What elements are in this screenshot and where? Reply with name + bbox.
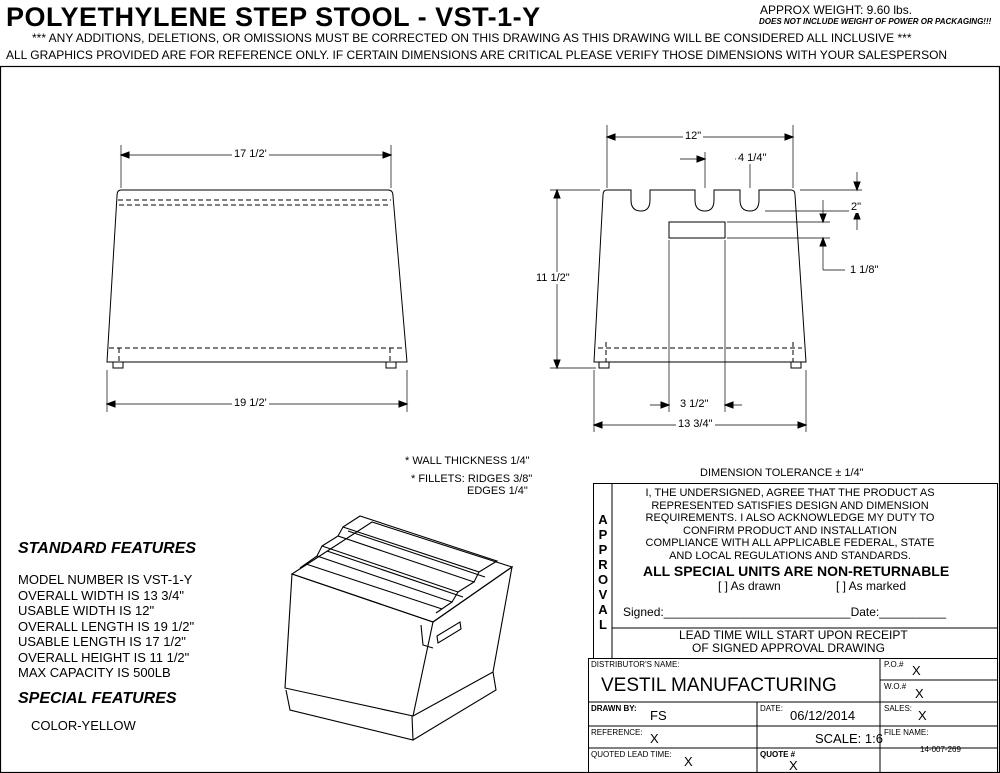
dim-ridge-pitch: 4 1/4" [738, 152, 767, 164]
drawing-title: POLYETHYLENE STEP STOOL - VST-1-Y [6, 2, 541, 32]
dim-slot-height: 1 1/8" [850, 264, 879, 276]
approval-vertical-label: A P P R O V A L [597, 512, 609, 632]
isometric-view [285, 516, 512, 740]
file-name-label: FILE NAME: [884, 728, 929, 737]
as-drawn-checkbox[interactable]: [ ] As drawn [718, 579, 781, 593]
note-wall-thickness: * WALL THICKNESS 1/4" [405, 455, 530, 467]
sales-value: X [918, 708, 927, 723]
dim-side-bottom: 19 1/2' [234, 397, 267, 409]
dim-ridge-depth: 2" [851, 201, 862, 213]
reference-label: REFERENCE: [591, 728, 643, 737]
scale-value: SCALE: 1:6 [815, 731, 883, 746]
quote-label: QUOTE # [760, 750, 796, 759]
feature-item: OVERALL HEIGHT IS 11 1/2" [18, 649, 190, 665]
standard-features-list [18, 572, 194, 681]
quoted-lead-time-value: X [684, 754, 693, 769]
wo-value: X [915, 686, 924, 701]
approx-weight: APPROX WEIGHT: 9.60 lbs. [760, 3, 913, 17]
note-edges: EDGES 1/4" [467, 485, 528, 497]
special-features-heading: SPECIAL FEATURES [18, 690, 177, 707]
side-view [107, 145, 407, 412]
color-spec: COLOR-YELLOW [31, 718, 136, 733]
lead-time-line2: OF SIGNED APPROVAL DRAWING [692, 641, 885, 655]
signature-line[interactable]: Signed:____________________________Date:__________ [623, 605, 946, 619]
inclusive-notice: *** ANY ADDITIONS, DELETIONS, OR OMISSIONS MUST BE CORRECTED ON THIS DRAWING AS THIS DRAWING WILL BE CONSIDERED ALL INCLUSIVE *** [32, 31, 912, 45]
note-fillets: * FILLETS: RIDGES 3/8" [411, 473, 533, 485]
feature-item: USABLE WIDTH IS 12" [18, 603, 155, 618]
dim-slot-width: 3 1/2" [680, 398, 709, 410]
approval-statement: I, THE UNDERSIGNED, AGREE THAT THE PRODUCT AS REPRESENTED SATISFIES DESIGN AND DIMENSION REQUIREMENTS. I ALSO ACKNOWLEDGE MY DUTY TO CONFIRM PRODUCT AND INSTALLATION COMPLIANCE WITH ALL APPLICABLE FEDERAL, STATE AND LOCAL REGULATIONS AND STANDARDS. [645, 487, 935, 562]
sales-label: SALES: [884, 704, 913, 713]
feature-item: MAX CAPACITY IS 500LB [18, 665, 171, 680]
drawn-by-label: DRAWN BY: [591, 704, 637, 713]
feature-item: OVERALL WIDTH IS 13 3/4" [18, 587, 184, 603]
wo-label: W.O.# [884, 682, 907, 691]
file-name-value: 14-007-269 [920, 745, 961, 754]
lead-time-line1: LEAD TIME WILL START UPON RECEIPT [679, 628, 908, 642]
distributor-name: VESTIL MANUFACTURING [601, 675, 837, 696]
feature-item: OVERALL LENGTH IS 19 1/2" [18, 618, 195, 634]
date-label: DATE: [760, 704, 783, 713]
po-label: P.O.# [884, 660, 904, 669]
standard-features-heading: STANDARD FEATURES [18, 540, 197, 557]
feature-item: USABLE LENGTH IS 17 1/2" [18, 634, 186, 649]
reference-value: X [650, 731, 659, 746]
drawn-by-value: FS [650, 708, 667, 723]
dim-overall-width: 13 3/4" [678, 418, 713, 430]
as-marked-checkbox[interactable]: [ ] As marked [836, 579, 907, 593]
feature-item: MODEL NUMBER IS VST-1-Y [18, 572, 193, 587]
quoted-lead-time-label: QUOTED LEAD TIME: [591, 750, 672, 759]
quote-value: X [789, 758, 798, 773]
dimension-tolerance: DIMENSION TOLERANCE ± 1/4" [700, 467, 864, 479]
front-view [550, 125, 862, 432]
date-value: 06/12/2014 [790, 708, 856, 723]
dim-front-top: 12" [685, 130, 702, 142]
po-value: X [912, 663, 921, 678]
non-returnable-notice: ALL SPECIAL UNITS ARE NON-RETURNABLE [643, 563, 950, 579]
reference-notice: ALL GRAPHICS PROVIDED ARE FOR REFERENCE ONLY. IF CERTAIN DIMENSIONS ARE CRITICAL PLEASE VERIFY THOSE DIMENSIONS WITH YOUR SALESPERSON [6, 48, 948, 62]
dim-height: 11 1/2" [536, 272, 570, 284]
distributor-label: DISTRIBUTOR'S NAME: [591, 660, 680, 669]
dim-side-top: 17 1/2' [234, 148, 267, 160]
weight-note: DOES NOT INCLUDE WEIGHT OF POWER OR PACKAGING!!! [759, 17, 992, 26]
